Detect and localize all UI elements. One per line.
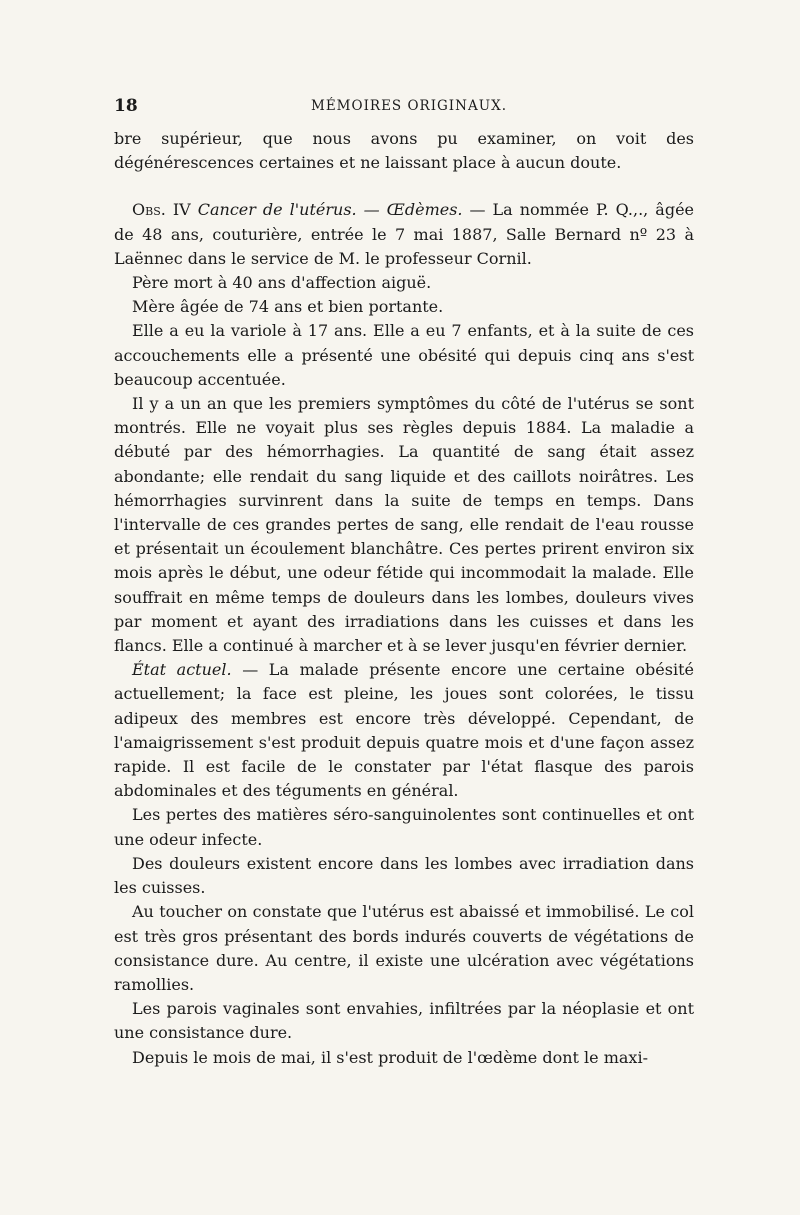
paragraph-continuation: bre supérieur, que nous avons pu examiner, on voit des dégénérescences certaines et ne laissant place à aucun doute. — [114, 129, 694, 173]
running-header — [114, 96, 694, 120]
paragraph-pains: Des douleurs existent encore dans les lombes avec irradiation dans les cuisses. — [114, 853, 694, 898]
observation-text: — La nommée P. Q.,., âgée de 48 ans, couturière, entrée le 7 mai 1887, Salle Bernard nº 23 à Laënnec dans le service de M. le professeur Cornil. — [114, 200, 695, 268]
paragraph-vaginal-walls: Les parois vaginales sont envahies, infiltrées par la néoplasie et ont une consistance dure. — [114, 999, 694, 1043]
paragraph-symptoms: Il y a un an que les premiers symptômes du côté de l'utérus se sont montrés. Elle ne voyait plus ses règles depuis 1884. La maladie a débuté par des hémorrhagies. La quantité de sang était assez abondante; elle rendait du sang liquide et des caillots noirâtres. Les hémorrhagies survinrent dans la suite de temps en temps. Dans l'intervalle de ces grandes pertes de sang, elle rendait de l'eau rousse et présentait un écoulement blanchâtre. Ces pertes prirent environ six mois après le début, une odeur fétide qui incommodait la malade. Elle souffrait en même temps de douleurs dans les lombes, douleurs vives par moment et ayant des irradiations dans les cuisses et dans les flancs. Elle a continué à marcher et à se lever jusqu'en février dernier. — [114, 394, 694, 656]
observation-label: Obs. IV — [132, 200, 191, 220]
paragraph-mother: Mère âgée de 74 ans et bien portante. — [132, 297, 444, 317]
paragraph-oedema: Depuis le mois de mai, il s'est produit de l'œdème dont le maxi- — [132, 1047, 648, 1067]
current-state-lead: État actuel. — [132, 660, 232, 680]
paragraph-father: Père mort à 40 ans d'affection aiguë. — [132, 273, 432, 293]
paragraph-examination: Au toucher on constate que l'utérus est abaissé et immobilisé. Le col est très gros présentant des bords indurés couverts de végétations de consistance dure. Au centre, il existe une ulcération avec végétations ramollies. — [114, 902, 694, 994]
running-title: MÉMOIRES ORIGINAUX. — [311, 98, 507, 114]
page-number: 18 — [114, 96, 138, 116]
paragraph-current-state: État actuel. — La malade présente encore une certaine obésité actuellement; la face est pleine, les joues sont colorées, le tissu adipeux des membres est encore très développé. Cependant, de l'amaigrissement s'est produit depuis quatre mois et d'une façon assez rapide. Il est facile de le constater par l'état flasque des parois abdominales et des téguments en général. — [114, 660, 694, 801]
body-text — [114, 127, 694, 1070]
paragraph-losses: Les pertes des matières séro-sanguinolentes sont continuelles et ont une odeur infecte. — [114, 805, 694, 849]
paragraph-observation-heading — [114, 198, 694, 271]
observation-title: Cancer de l'utérus. — Œdèmes. — [197, 200, 463, 220]
paragraph-history: Elle a eu la variole à 17 ans. Elle a eu 7 enfants, et à la suite de ces accouchements elle a présenté une obésité qui depuis cinq ans s'est beaucoup accentuée. — [114, 321, 694, 389]
